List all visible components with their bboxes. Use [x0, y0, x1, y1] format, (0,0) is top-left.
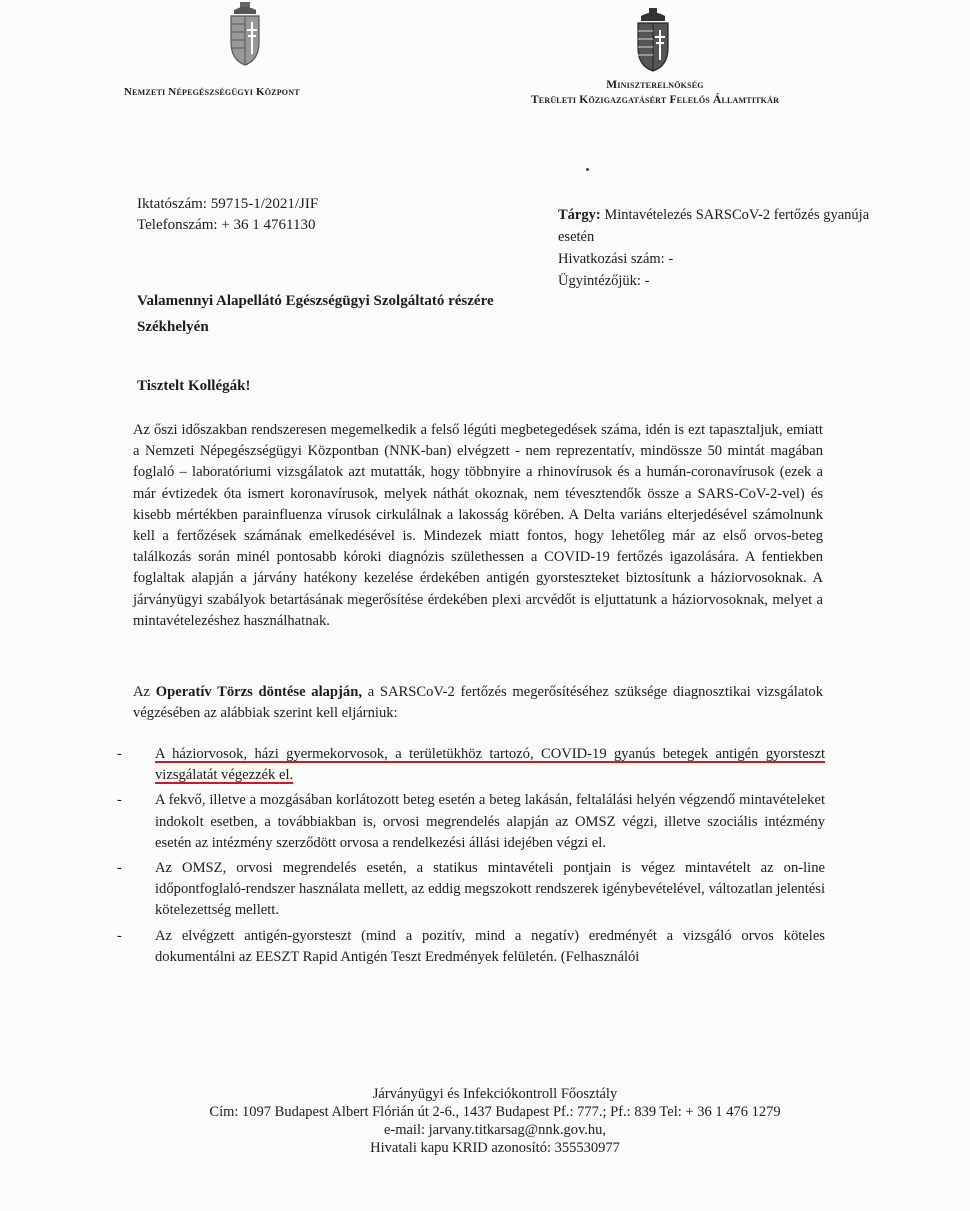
- footer-address: Cím: 1097 Budapest Albert Flórián út 2-6., 1437 Budapest Pf.: 777.; Pf.: 839 Tel: + 36 1 476 1279: [209, 1104, 781, 1120]
- paragraph-2-rest: a SARSCoV-2 fertőzés megerősítéséhez szüksége diagnosztikai vizsgálatok végzésében az alábbiak szerint kell eljárniuk:: [133, 684, 823, 722]
- bullet-dash: -: [117, 927, 122, 944]
- subject-text: Mintavételezés SARSCoV-2 fertőzés gyanúja esetén: [558, 207, 870, 245]
- reference-number: Hivatkozási szám: -: [558, 251, 674, 267]
- body-paragraph-2: [133, 682, 823, 724]
- case-officer: Ügyintézőjük: -: [558, 273, 650, 289]
- list-item: [117, 744, 825, 786]
- instruction-text: Az OMSZ, orvosi megrendelés esetén, a statikus mintavételi pontjain is végez mintavételt az on-line időpontfoglaló-rendszer használata mellett, az eddig megszokott rendszerek igénybevételével, változatlan jelentési kötelezettség mellett.: [155, 860, 825, 919]
- footer-contact-block: [150, 1085, 840, 1157]
- instruction-list: [117, 744, 825, 972]
- highlighted-instruction: A háziorvosok, házi gyermekorvosok, a területükhöz tartozó, COVID-19 gyanús betegek antigén gyorsteszt vizsgálatát végezzék el.: [155, 746, 825, 784]
- footer-email: e-mail: jarvany.titkarsag@nnk.gov.hu,: [383, 1122, 607, 1138]
- right-crest-icon: [634, 8, 672, 72]
- subject-block: [558, 204, 878, 292]
- subject-line: [558, 204, 878, 248]
- addressee-line1: Valamennyi Alapellátó Egészségügyi Szolgáltató részére: [137, 293, 494, 309]
- left-organization-name: Nemzeti Népegészségügyi Központ: [124, 86, 300, 98]
- list-item: [117, 790, 825, 854]
- paragraph-2-bold: Operatív Törzs döntése alapján,: [155, 684, 362, 700]
- bullet-dash: -: [117, 746, 122, 762]
- body-paragraph-1: Az őszi időszakban rendszeresen megemelkedik a felső légúti megbetegedések száma, idén is ezt tapasztaljuk, emiatt a Nemzeti Népegészségügyi Központban (NNK-ban) elvégzett - nem reprezentatív, mindössze 50 mintát magában foglaló – laboratóriumi vizsgálatok azt mutatták, hogy többnyire a rhinovírusok és a humán-coronavírusok (ezek a már évtizedek óta ismert koronavírusok, melyek náthát okoznak, nem tévesztendők össze a SARS-CoV-2-vel) és kisebb mértékben parainfluenza vírusok cirkulálnak a lakosság körében. A Delta variáns elterjedésével számolnunk kell a fertőzések számának emelkedésével is. Mindezek miatt fontos, hogy lehetőleg már az első orvos-beteg találkozás során minél pontosabb kóroki diagnózis születhessen a COVID-19 fertőzés igazolására. A fentiekben foglaltak alapján a járvány hatékony kezelése érdekében antigén gyorsteszteket biztosítunk a háziorvosoknak. A járványügyi szabályok betartásának megerősítése érdekében plexi arcvédőt is eljuttatunk a háziorvosoknak, melyet a mintavételezéshez használhatnak.: [133, 422, 823, 629]
- footer-department: Járványügyi és Infekciókontroll Főosztály: [372, 1086, 618, 1102]
- footer-krid: Hivatali kapu KRID azonosító: 355530977: [370, 1140, 620, 1156]
- addressee-block: [137, 288, 494, 340]
- bullet-dash: -: [117, 792, 122, 809]
- paragraph-2-prefix: Az: [133, 684, 156, 700]
- right-org-line2: Területi Közigazgatásért Felelős Államtitkár: [530, 94, 780, 106]
- salutation: Tisztelt Kollégák!: [137, 378, 251, 394]
- left-crest-icon: [226, 2, 264, 66]
- instruction-text: A fekvő, illetve a mozgásában korlátozott beteg esetén a beteg lakásán, feltalálási helyén végzendő mintavételeket indokolt esetben, a továbbiakban is, orvosi megrendelés alapján az OMSZ végzi, illetve szociális intézmény esetén az intézmény szerződött orvosa a rendelkezési állási idejében végzi el.: [155, 792, 825, 851]
- phone-number: Telefonszám: + 36 1 4761130: [137, 217, 316, 233]
- stray-dot: [586, 168, 589, 171]
- list-item: [117, 858, 825, 922]
- right-org-line1: Miniszterelnökség: [606, 79, 704, 91]
- reference-block: [137, 194, 318, 236]
- bullet-dash: -: [117, 860, 122, 877]
- right-organization-name: [500, 78, 810, 108]
- subject-label: Tárgy:: [558, 207, 601, 223]
- addressee-line2: Székhelyén: [137, 319, 209, 335]
- list-item: [117, 926, 825, 968]
- instruction-text: Az elvégzett antigén-gyorsteszt (mind a pozitív, mind a negatív) eredményét a vizsgáló orvos köteles dokumentálni az EESZT Rapid Antigén Teszt Eredmények felületén. (Felhasználói: [155, 927, 825, 965]
- registration-number: Iktatószám: 59715-1/2021/JIF: [137, 196, 319, 212]
